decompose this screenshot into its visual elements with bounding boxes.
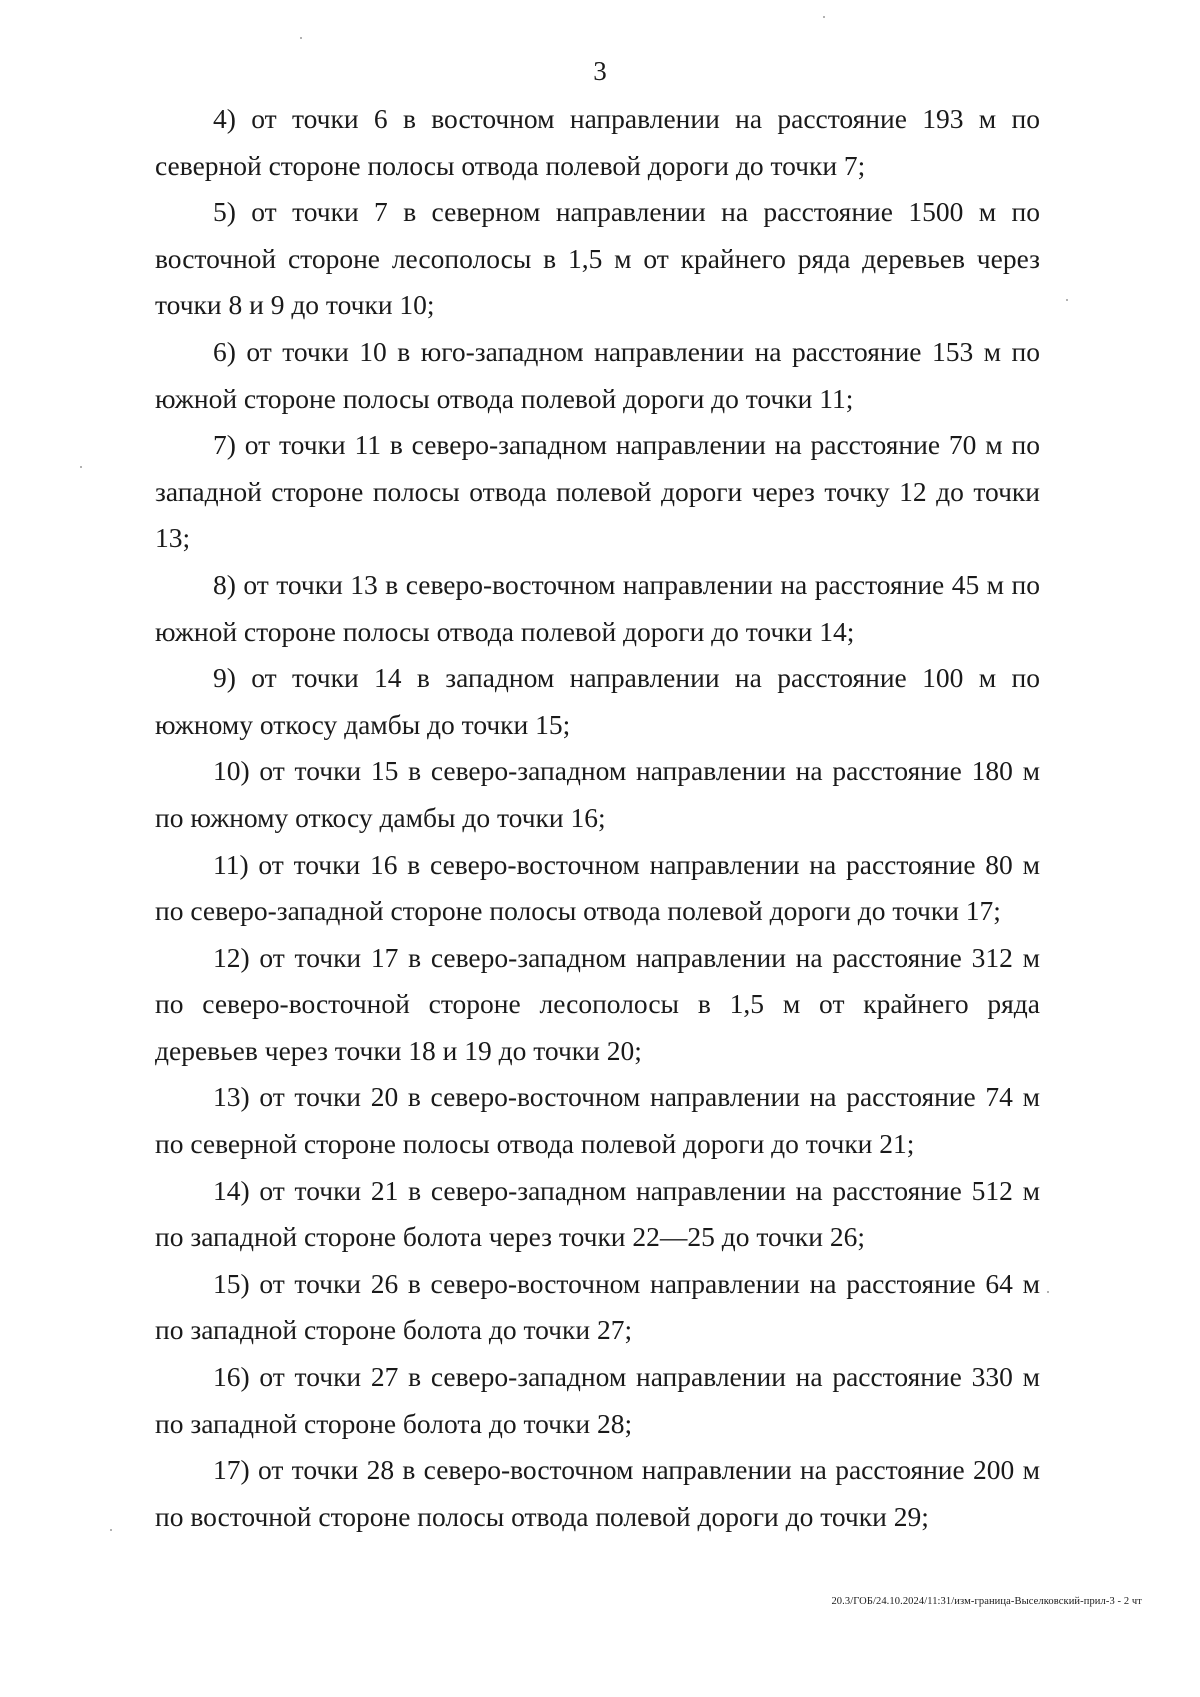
boundary-paragraph-13: 13) от точки 20 в северо-восточном направлении на расстояние 74 м по северной стороне полосы отвода полевой дороги до точки 21; bbox=[155, 1081, 1040, 1160]
boundary-paragraph-9: 9) от точки 14 в западном направлении на расстояние 100 м по южному откосу дамбы до точки 15; bbox=[155, 662, 1040, 740]
page-number: 3 bbox=[593, 56, 607, 86]
boundary-paragraph-5: 5) от точки 7 в северном направлении на расстояние 1500 м по восточной стороне лесополосы в 1,5 м от крайнего ряда деревьев через точки 8 и 9 до точки 10; bbox=[155, 196, 1040, 321]
scan-speck bbox=[1066, 299, 1068, 301]
boundary-paragraph-16: 16) от точки 27 в северо-западном направлении на расстояние 330 м по западной стороне болота до точки 28; bbox=[155, 1361, 1040, 1439]
scan-speck bbox=[823, 16, 825, 18]
scan-speck bbox=[80, 466, 82, 468]
document-footer-code: 20.3/ГОБ/24.10.2024/11:31/изм-граница-Выселковский-прил-3 - 2 чт bbox=[831, 1596, 1142, 1607]
boundary-paragraph-15: 15) от точки 26 в северо-восточном направлении на расстояние 64 м по западной стороне болота до точки 27; bbox=[155, 1267, 1040, 1346]
scan-speck bbox=[1047, 1291, 1049, 1293]
boundary-paragraph-6: 6) от точки 10 в юго-западном направлении на расстояние 153 м по южной стороне полосы отвода полевой дороги до точки 11; bbox=[155, 335, 1040, 414]
boundary-paragraph-14: 14) от точки 21 в северо-западном направлении на расстояние 512 м по западной стороне болота через точки 22—25 до точки 26; bbox=[155, 1174, 1040, 1253]
boundary-paragraph-4: 4) от точки 6 в восточном направлении на расстояние 193 м по северной стороне полосы отвода полевой дороги до точки 7; bbox=[155, 103, 1040, 181]
scan-speck bbox=[300, 37, 302, 39]
boundary-paragraph-7: 7) от точки 11 в северо-западном направлении на расстояние 70 м по западной стороне полосы отвода полевой дороги через точку 12 до точки 13; bbox=[155, 429, 1040, 554]
scan-speck bbox=[110, 1529, 112, 1531]
boundary-paragraph-12: 12) от точки 17 в северо-западном направлении на расстояние 312 м по северо-восточной стороне лесополосы в 1,5 м от крайнего ряда деревьев через точки 18 и 19 до точки 20; bbox=[155, 941, 1040, 1066]
boundary-paragraph-10: 10) от точки 15 в северо-западном направлении на расстояние 180 м по южному откосу дамбы до точки 16; bbox=[155, 755, 1040, 833]
boundary-paragraph-11: 11) от точки 16 в северо-восточном направлении на расстояние 80 м по северо-западной стороне полосы отвода полевой дороги до точки 17; bbox=[155, 848, 1040, 927]
boundary-paragraph-8: 8) от точки 13 в северо-восточном направлении на расстояние 45 м по южной стороне полосы отвода полевой дороги до точки 14; bbox=[155, 568, 1040, 647]
boundary-paragraph-17: 17) от точки 28 в северо-восточном направлении на расстояние 200 м по восточной стороне полосы отвода полевой дороги до точки 29; bbox=[155, 1454, 1040, 1532]
document-body bbox=[155, 96, 1040, 1540]
